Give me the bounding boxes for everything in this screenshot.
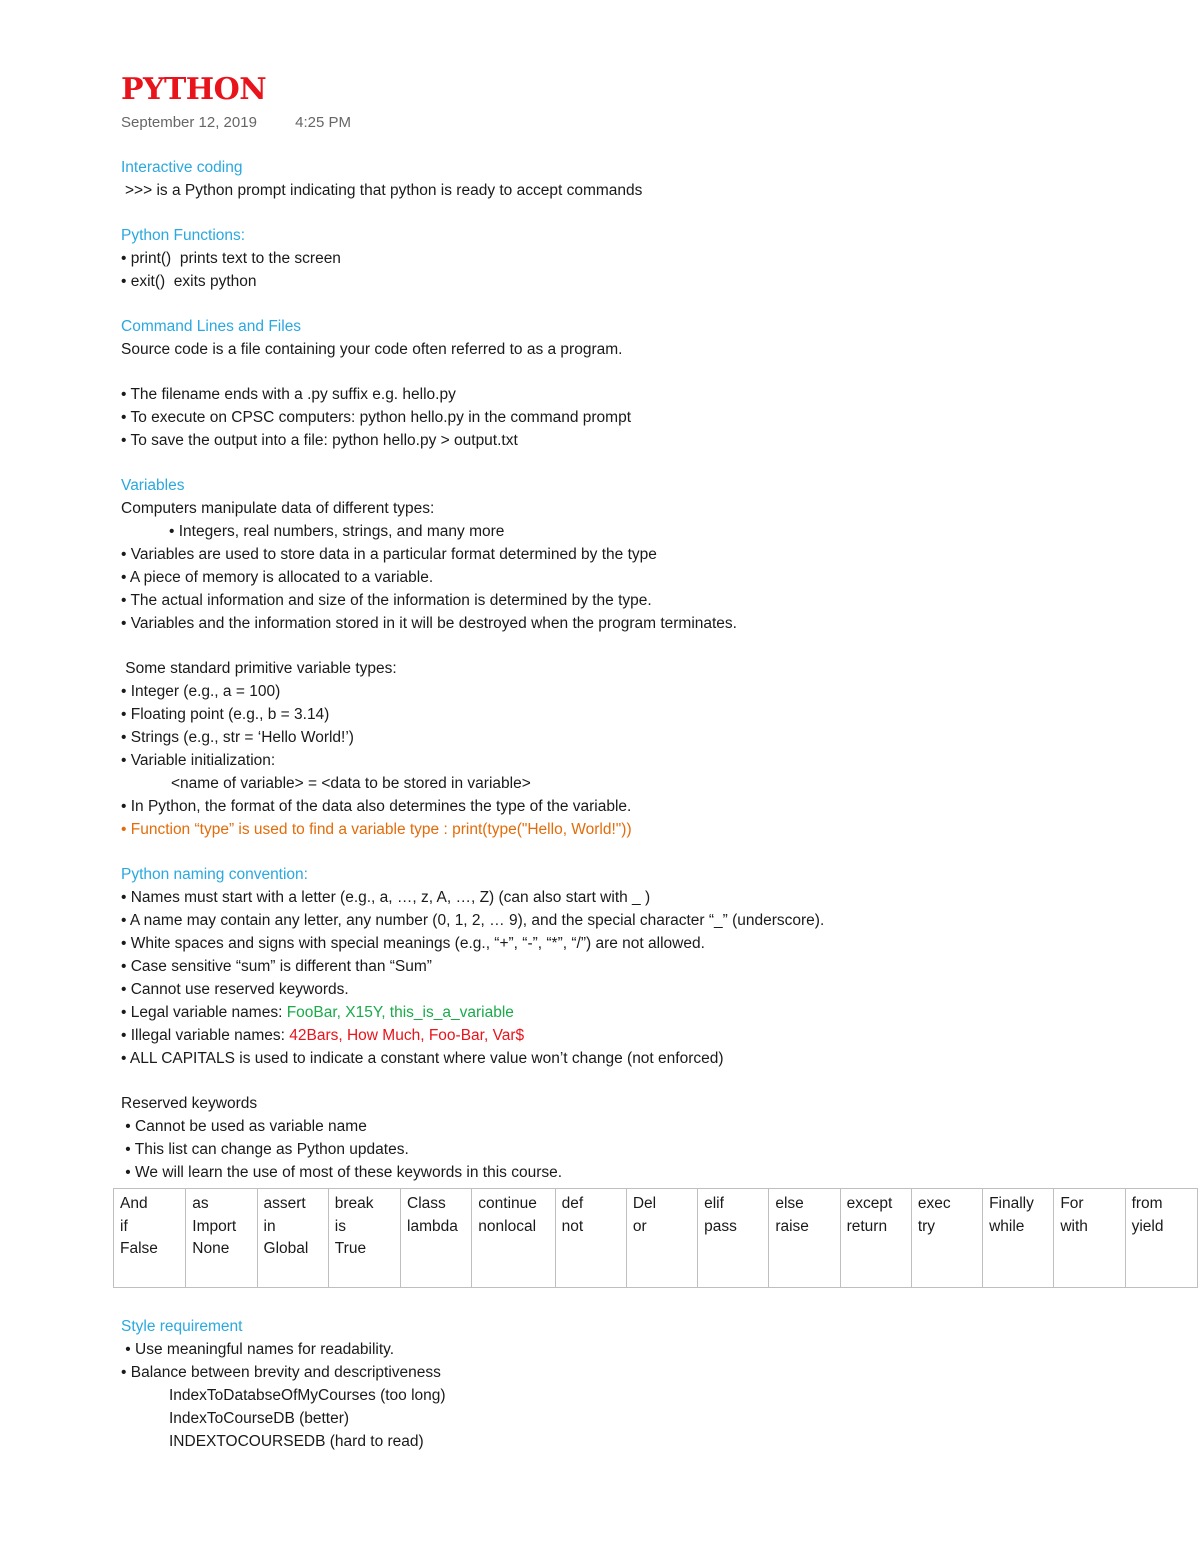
init-syntax: <name of variable> = <data to be stored in variable> bbox=[171, 775, 531, 792]
keyword: Del bbox=[632, 1195, 657, 1212]
keyword: from bbox=[1131, 1195, 1163, 1212]
heading-command-lines: Command Lines and Files bbox=[121, 318, 302, 335]
list-item: • Strings (e.g., str = ‘Hello World!’) bbox=[121, 729, 354, 746]
list-item: • Case sensitive “sum” is different than “Sum” bbox=[121, 958, 432, 975]
example-name: INDEXTOCOURSEDB (hard to read) bbox=[169, 1433, 424, 1450]
table-cell bbox=[186, 1189, 257, 1288]
list-item: • exit() exits python bbox=[121, 273, 257, 290]
list-item: • Use meaningful names for readability. bbox=[121, 1341, 395, 1358]
list-item: • Names must start with a letter (e.g., a, …, z, A, …, Z) (can also start with _ ) bbox=[121, 889, 651, 906]
table-cell bbox=[472, 1189, 555, 1288]
page-title: PYTHON bbox=[121, 72, 267, 107]
table-row bbox=[114, 1189, 1198, 1288]
keyword: while bbox=[989, 1217, 1025, 1235]
keyword: lambda bbox=[407, 1217, 458, 1235]
keyword: elif bbox=[704, 1195, 724, 1212]
keyword: return bbox=[846, 1217, 888, 1235]
keyword: assert bbox=[263, 1195, 306, 1212]
keyword: Finally bbox=[989, 1195, 1034, 1212]
keyword: continue bbox=[478, 1195, 537, 1212]
list-item: • print() prints text to the screen bbox=[121, 250, 341, 267]
variables-intro: Computers manipulate data of different types: bbox=[121, 500, 435, 517]
keyword: False bbox=[120, 1240, 158, 1257]
list-item: • A name may contain any letter, any number (0, 1, 2, … 9), and the special character “_” (underscore). bbox=[121, 912, 825, 929]
list-item: • Cannot be used as variable name bbox=[121, 1118, 367, 1135]
keyword: not bbox=[561, 1217, 584, 1235]
keyword: yield bbox=[1131, 1217, 1164, 1235]
table-cell bbox=[1125, 1189, 1197, 1288]
note-date: September 12, 2019 bbox=[121, 114, 257, 131]
keyword: else bbox=[775, 1195, 804, 1212]
table-cell bbox=[555, 1189, 626, 1288]
list-item: • Integer (e.g., a = 100) bbox=[121, 683, 281, 700]
list-item: • Cannot use reserved keywords. bbox=[121, 981, 349, 998]
keyword: For bbox=[1060, 1195, 1084, 1212]
note-page bbox=[121, 70, 1181, 1184]
legal-label: • Legal variable names: bbox=[121, 1004, 287, 1021]
table-cell bbox=[328, 1189, 400, 1288]
list-item: • Variable initialization: bbox=[121, 752, 276, 769]
list-item: • To execute on CPSC computers: python hello.py in the command prompt bbox=[121, 409, 632, 426]
command-intro: Source code is a file containing your code often referred to as a program. bbox=[121, 341, 623, 358]
heading-python-functions: Python Functions: bbox=[121, 227, 246, 244]
illegal-label: • Illegal variable names: bbox=[121, 1027, 290, 1044]
list-item: • We will learn the use of most of these keywords in this course. bbox=[121, 1164, 563, 1181]
keyword: except bbox=[846, 1195, 893, 1212]
table-cell bbox=[257, 1189, 328, 1288]
type-function-note: • Function “type” is used to find a variable type : print(type("Hello, World!")) bbox=[121, 821, 632, 838]
keyword: Global bbox=[263, 1240, 309, 1257]
keyword: with bbox=[1060, 1217, 1088, 1235]
keyword: try bbox=[917, 1217, 936, 1235]
heading-naming-convention: Python naming convention: bbox=[121, 866, 308, 883]
legal-names bbox=[121, 1001, 1181, 1024]
keyword: And bbox=[120, 1195, 148, 1212]
note-timestamp bbox=[121, 110, 1181, 136]
keyword: Import bbox=[192, 1217, 237, 1235]
table-cell bbox=[840, 1189, 911, 1288]
keyword: break bbox=[334, 1195, 374, 1212]
list-item: • Balance between brevity and descriptiveness bbox=[121, 1364, 441, 1381]
keywords-table bbox=[113, 1188, 1198, 1288]
table-cell bbox=[401, 1189, 472, 1288]
list-item: • The actual information and size of the information is determined by the type. bbox=[121, 592, 652, 609]
illegal-values: 42Bars, How Much, Foo-Bar, Var$ bbox=[289, 1027, 525, 1044]
table-cell bbox=[769, 1189, 840, 1288]
keyword: or bbox=[632, 1217, 647, 1235]
heading-interactive-coding: Interactive coding bbox=[121, 159, 243, 176]
heading-style-requirement: Style requirement bbox=[121, 1318, 243, 1335]
style-section bbox=[121, 1315, 1181, 1453]
list-item: • Variables are used to store data in a particular format determined by the type bbox=[121, 546, 657, 563]
list-item: • The filename ends with a .py suffix e.g. hello.py bbox=[121, 386, 456, 403]
keyword: def bbox=[561, 1195, 584, 1212]
keyword: raise bbox=[775, 1217, 809, 1235]
illegal-names bbox=[121, 1024, 1181, 1047]
keyword: is bbox=[334, 1217, 346, 1235]
legal-values: FooBar, X15Y, this_is_a_variable bbox=[286, 1004, 514, 1021]
keyword: as bbox=[192, 1195, 209, 1212]
types-intro: Some standard primitive variable types: bbox=[121, 660, 397, 677]
list-item: • This list can change as Python updates. bbox=[121, 1141, 409, 1158]
note-time: 4:25 PM bbox=[295, 114, 351, 131]
keyword: if bbox=[120, 1217, 128, 1235]
example-name: IndexToCourseDB (better) bbox=[169, 1410, 350, 1427]
list-item: • ALL CAPITALS is used to indicate a constant where value won’t change (not enforced) bbox=[121, 1050, 724, 1067]
keyword: exec bbox=[917, 1195, 951, 1212]
list-item: • Variables and the information stored in it will be destroyed when the program terminates. bbox=[121, 615, 737, 632]
keyword: in bbox=[263, 1217, 276, 1235]
table-cell bbox=[698, 1189, 769, 1288]
list-item: • In Python, the format of the data also determines the type of the variable. bbox=[121, 798, 632, 815]
table-cell bbox=[911, 1189, 982, 1288]
example-name: IndexToDatabseOfMyCourses (too long) bbox=[169, 1387, 446, 1404]
heading-variables: Variables bbox=[121, 477, 185, 494]
list-item: • Integers, real numbers, strings, and many more bbox=[169, 523, 505, 540]
keyword: True bbox=[334, 1240, 367, 1257]
list-item: • Floating point (e.g., b = 3.14) bbox=[121, 706, 330, 723]
keyword: nonlocal bbox=[478, 1217, 537, 1235]
keyword: Class bbox=[407, 1195, 446, 1212]
keyword: None bbox=[192, 1240, 230, 1257]
table-cell bbox=[983, 1189, 1054, 1288]
interactive-text: >>> is a Python prompt indicating that python is ready to accept commands bbox=[125, 182, 643, 199]
list-item: • To save the output into a file: python hello.py > output.txt bbox=[121, 432, 518, 449]
table-cell bbox=[1054, 1189, 1125, 1288]
heading-reserved-keywords: Reserved keywords bbox=[121, 1095, 258, 1112]
keyword: pass bbox=[704, 1217, 737, 1235]
list-item: • White spaces and signs with special meanings (e.g., “+”, “-”, “*”, “/”) are not allowed. bbox=[121, 935, 705, 952]
list-item: • A piece of memory is allocated to a variable. bbox=[121, 569, 434, 586]
table-cell bbox=[626, 1189, 697, 1288]
table-cell bbox=[114, 1189, 186, 1288]
